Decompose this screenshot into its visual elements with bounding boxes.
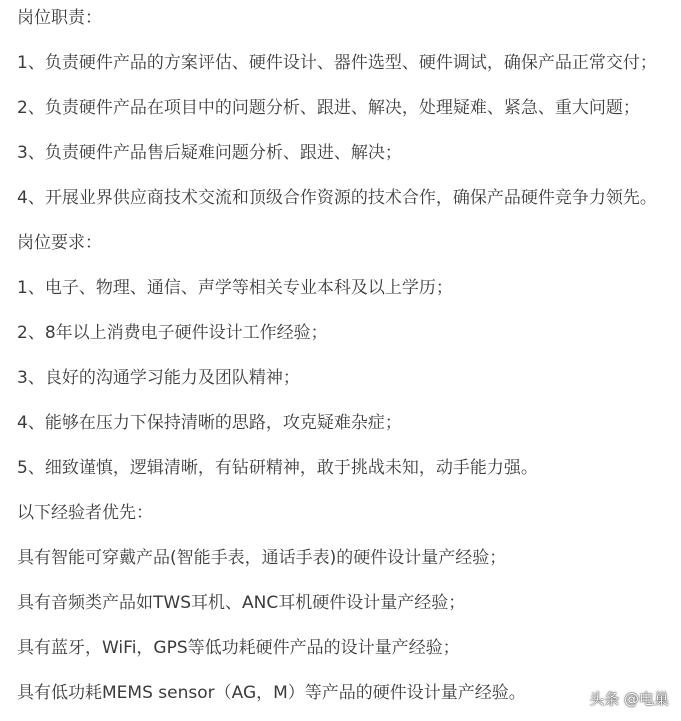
requirement-item-5: 5、细致谨慎，逻辑清晰，有钻研精神，敢于挑战未知，动手能力强。 [17,458,538,478]
duty-item-2: 2、负责硬件产品在项目中的问题分析、跟进、解决，处理疑难、紧急、重大问题； [17,98,640,118]
heading-job-requirements: 岗位要求： [17,233,102,253]
preferred-item-1: 具有智能可穿戴产品(智能手表，通话手表)的硬件设计量产经验； [17,548,507,568]
requirement-item-3: 3、良好的沟通学习能力及团队精神； [17,368,300,388]
duty-item-4: 4、开展业界供应商技术交流和顶级合作资源的技术合作，确保产品硬件竞争力领先。 [17,188,657,208]
preferred-item-2: 具有音频类产品如TWS耳机、ANC耳机硬件设计量产经验； [17,593,466,613]
requirement-item-2: 2、8年以上消费电子硬件设计工作经验； [17,323,328,343]
heading-preferred: 以下经验者优先： [17,503,153,523]
requirement-item-1: 1、电子、物理、通信、声学等相关专业本科及以上学历； [17,278,453,298]
duty-item-1: 1、负责硬件产品的方案评估、硬件设计、器件选型、硬件调试，确保产品正常交付； [17,53,657,73]
preferred-item-4: 具有低功耗MEMS sensor（AG，M）等产品的硬件设计量产经验。 [17,683,526,703]
preferred-item-3: 具有蓝牙，WiFi，GPS等低功耗硬件产品的设计量产经验； [17,638,460,658]
duty-item-3: 3、负责硬件产品售后疑难问题分析、跟进、解决； [17,143,402,163]
heading-job-duties: 岗位职责： [17,8,102,28]
watermark: 头条 @电巢 [589,690,669,708]
requirement-item-4: 4、能够在压力下保持清晰的思路，攻克疑难杂症； [17,413,402,433]
